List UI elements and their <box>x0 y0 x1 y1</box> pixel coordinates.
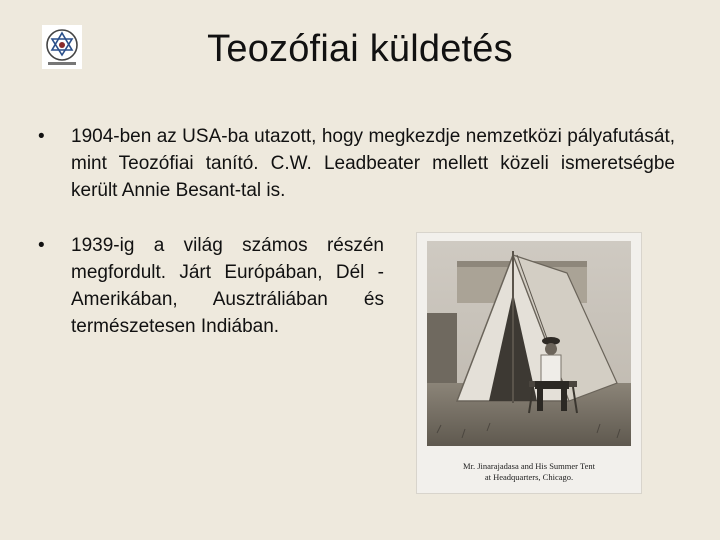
photo-caption <box>417 461 641 483</box>
bullet-marker: • <box>38 126 45 147</box>
bullet-marker: • <box>38 235 45 256</box>
bullet-item <box>38 123 675 204</box>
caption-line: at Headquarters, Chicago. <box>484 472 574 482</box>
bullet-item <box>38 232 384 340</box>
slide-title: Teozófiai küldetés <box>207 28 513 70</box>
bullet-text: 1939-ig a világ számos részén megfordult. Járt Európában, Dél -Amerikában, Ausztráliában és természetesen Indiában. <box>71 235 384 337</box>
bullet-text: 1904-ben az USA-ba utazott, hogy megkezdje nemzetközi pályafutását, mint Teozófiai tanító. C.W. Leadbeater mellett közeli ismeretségbe került Annie Besant-tal is. <box>71 126 675 201</box>
caption-line: Mr. Jinarajadasa and His Summer Tent <box>463 461 595 471</box>
historical-photo <box>416 232 642 494</box>
tent-photo-image <box>417 233 641 455</box>
